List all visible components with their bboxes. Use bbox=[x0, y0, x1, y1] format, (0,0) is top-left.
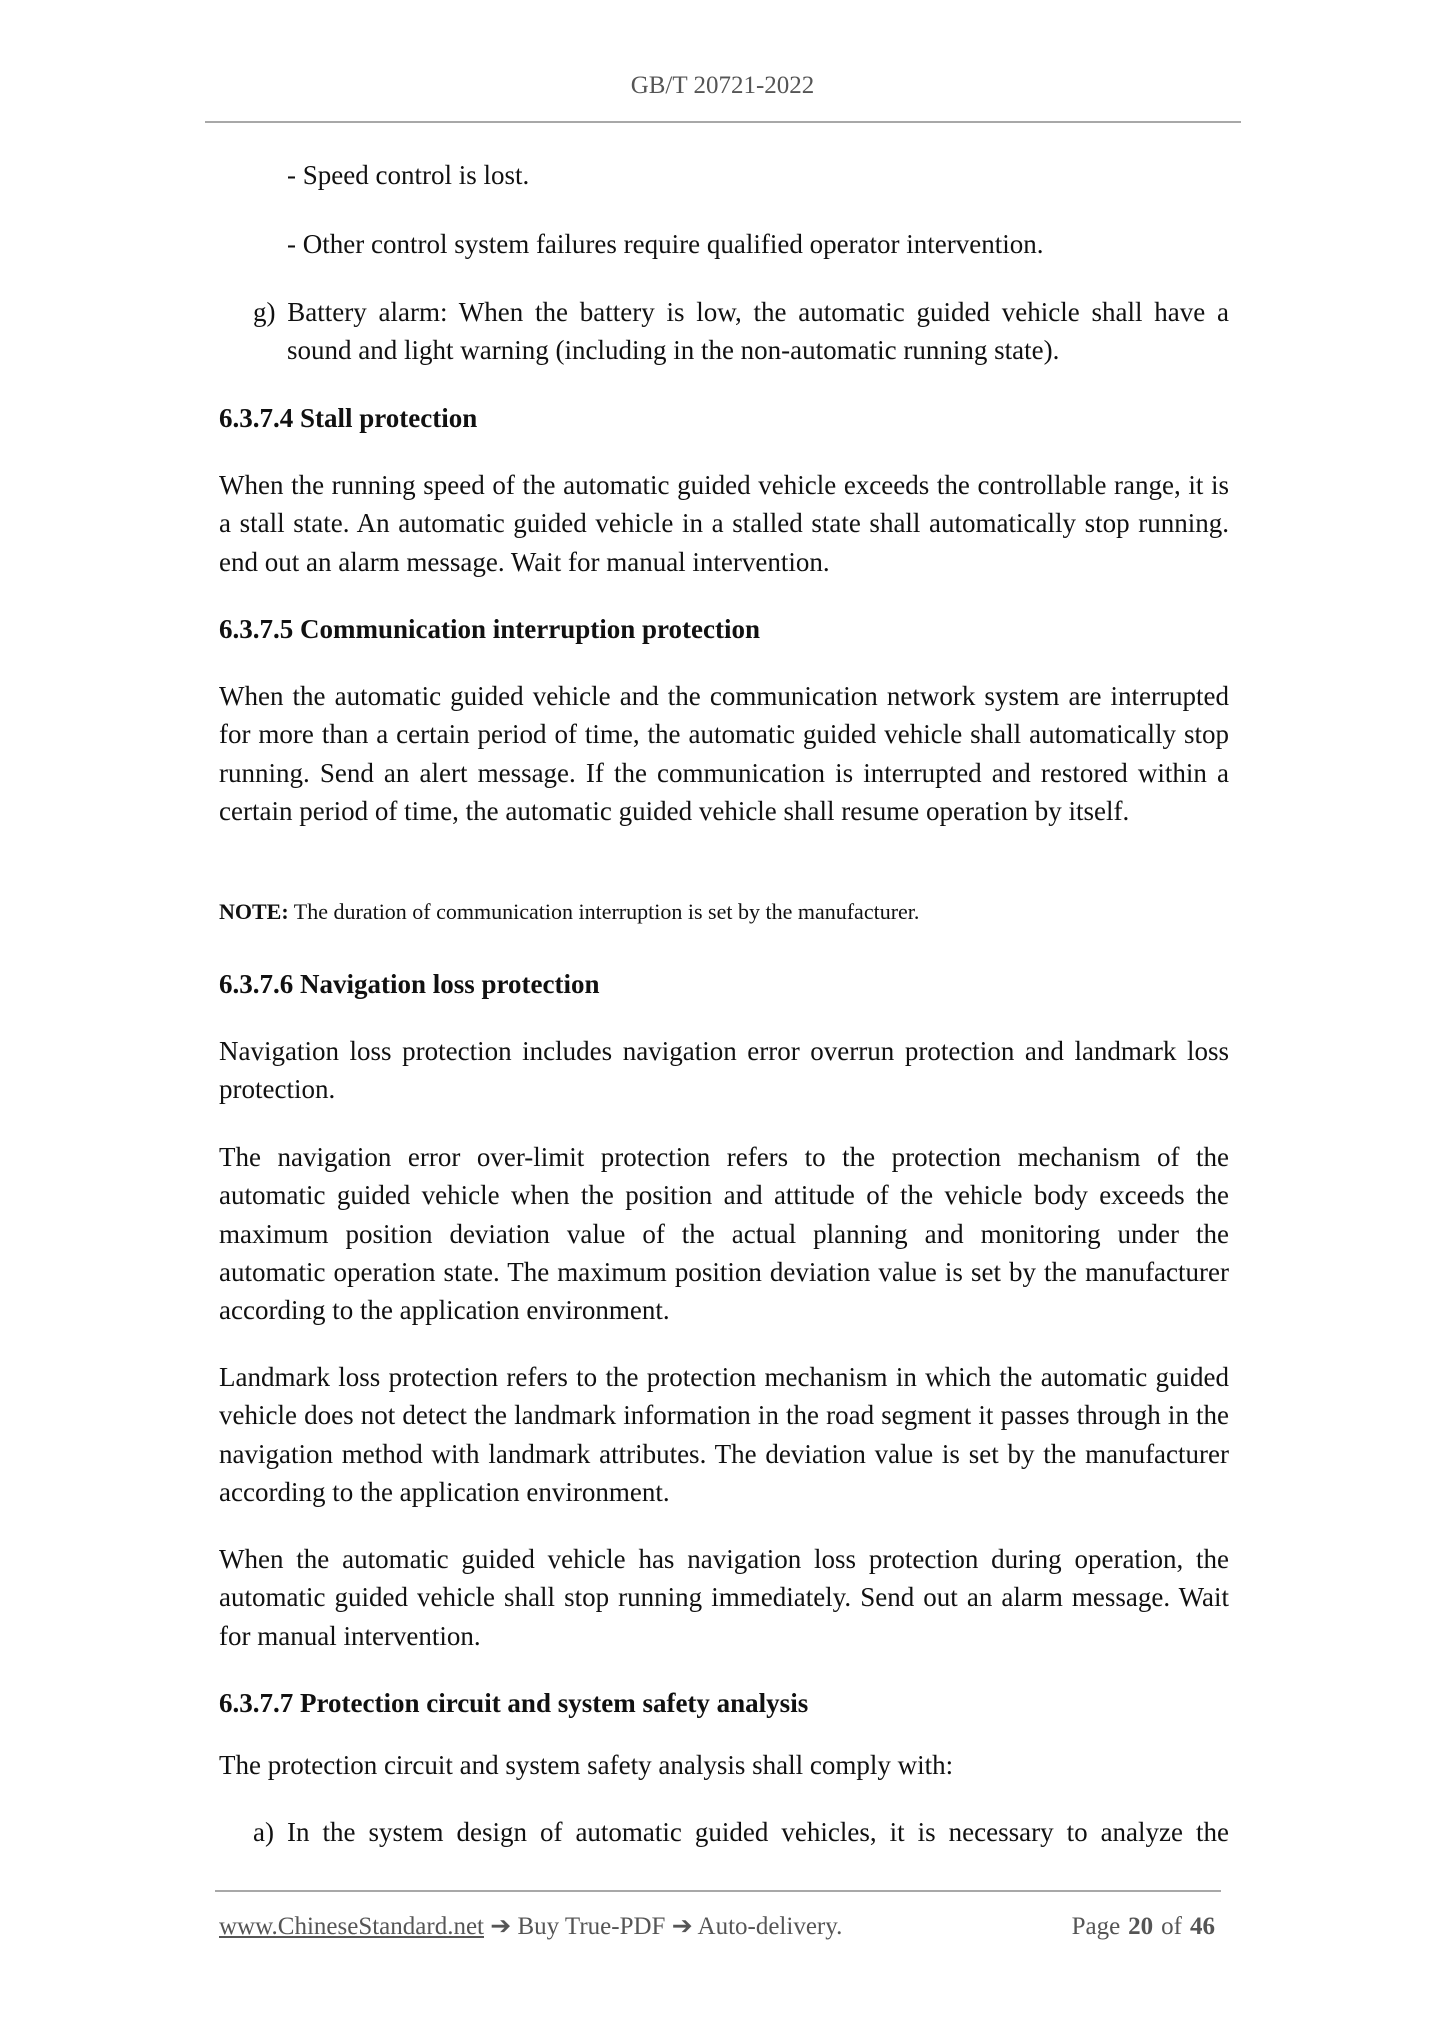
arrow-right-icon: ➔ bbox=[671, 1913, 693, 1940]
paragraph-communication-interruption: When the automatic guided vehicle and the communication network system are interrupted for more than a certain period of time, the automatic guided vehicle shall automatically stop running. Send an alert message. If the communication is interrupted and restored within a certain period of time, the automatic guided vehicle shall resume operation by itself. bbox=[219, 681, 1229, 826]
paragraph-navigation-error-overlimit: The navigation error over-limit protection refers to the protection mechanism of the automatic guided vehicle when the position and attitude of the vehicle body exceeds the maximum position deviation value of the actual planning and monitoring under the automatic operation state. The maximum position deviation value is set by the manufacturer according to the application environment. bbox=[219, 1142, 1229, 1326]
paragraph-protection-circuit: The protection circuit and system safety analysis shall comply with: bbox=[219, 1750, 954, 1780]
arrow-right-icon: ➔ bbox=[490, 1913, 512, 1940]
note-communication-duration bbox=[219, 897, 1229, 927]
paragraph-landmark-loss: Landmark loss protection refers to the protection mechanism in which the automatic guided vehicle does not detect the landmark information in the road segment it passes through in the navigation method with landmark attributes. The deviation value is set by the manufacturer according to the application environment. bbox=[219, 1362, 1229, 1507]
buy-true-pdf-text: Buy True-PDF bbox=[517, 1913, 666, 1940]
paragraph-stall-protection: When the running speed of the automatic guided vehicle exceeds the controllable range, it is a stall state. An automatic guided vehicle in a stalled state shall automatically stop running. end out an alarm message. Wait for manual intervention. bbox=[219, 470, 1229, 577]
of-label: of bbox=[1161, 1913, 1182, 1940]
note-text: The duration of communication interruption is set by the manufacturer. bbox=[288, 899, 920, 924]
list-item-system-design: a) In the system design of automatic guided vehicles, it is necessary to analyze the bbox=[253, 1817, 1229, 1847]
section-heading-6377: 6.3.7.7 Protection circuit and system safety analysis bbox=[219, 1688, 809, 1718]
page-total: 46 bbox=[1190, 1913, 1215, 1940]
list-item-battery-alarm: g) Battery alarm: When the battery is low, the automatic guided vehicle shall have a sound and light warning (including in the non-automatic running state). bbox=[253, 297, 1229, 366]
paragraph-navigation-loss-intro: Navigation loss protection includes navigation error overrun protection and landmark loss protection. bbox=[219, 1036, 1229, 1105]
footer-divider bbox=[215, 1890, 1221, 1892]
page-header: GB/T 20721-2022 bbox=[630, 72, 815, 99]
footer-promo bbox=[219, 1911, 842, 1943]
section-heading-6376: 6.3.7.6 Navigation loss protection bbox=[219, 969, 600, 999]
paragraph-navigation-loss-action: When the automatic guided vehicle has navigation loss protection during operation, the automatic guided vehicle shall stop running immediately. Send out an alarm message. Wait for manual intervention. bbox=[219, 1544, 1229, 1651]
note-label: NOTE: bbox=[219, 899, 289, 924]
section-heading-6375: 6.3.7.5 Communication interruption protection bbox=[219, 614, 760, 644]
page-label: Page bbox=[1071, 1913, 1121, 1940]
chinesestandard-link[interactable]: www.ChineseStandard.net bbox=[219, 1913, 484, 1940]
section-heading-6374: 6.3.7.4 Stall protection bbox=[219, 403, 478, 433]
page-number bbox=[1072, 1911, 1215, 1943]
list-item-other-failures: - Other control system failures require qualified operator intervention. bbox=[287, 229, 1044, 259]
list-item-speed-control: - Speed control is lost. bbox=[287, 160, 530, 190]
auto-delivery-text: Auto-delivery. bbox=[697, 1913, 843, 1940]
header-divider bbox=[205, 121, 1241, 123]
page-current: 20 bbox=[1128, 1913, 1154, 1940]
